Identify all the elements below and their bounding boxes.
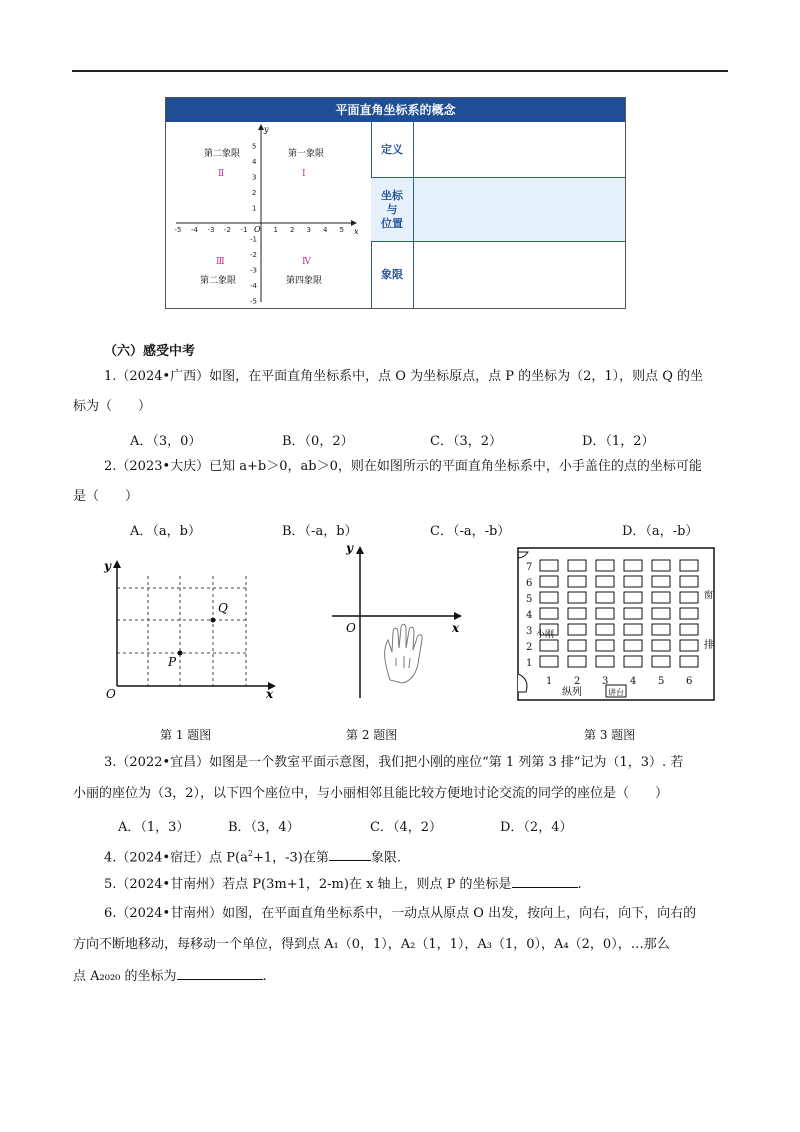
- seat: [652, 576, 670, 587]
- seat: [680, 640, 698, 651]
- plane-x-tick: -3: [207, 226, 215, 234]
- seat: [596, 592, 614, 603]
- fig3-pai: 排: [704, 640, 714, 651]
- q3-num: Ⅲ: [216, 257, 225, 267]
- seat: [540, 608, 558, 619]
- fig3-jiangtai: 讲台: [608, 688, 624, 697]
- seat: [680, 576, 698, 587]
- q3-label: 第二象限: [200, 276, 237, 286]
- q4-num: Ⅳ: [302, 257, 311, 267]
- q2-line2: 是（ ）: [73, 489, 139, 504]
- fig3-row-label: 3: [526, 626, 533, 637]
- q5-answer-blank[interactable]: [512, 873, 578, 888]
- seat: [596, 640, 614, 651]
- plane-y-tick: -3: [250, 266, 257, 275]
- fig2-x-label: x: [452, 621, 460, 635]
- row-quadrant: [371, 241, 625, 308]
- seat: [596, 608, 614, 619]
- seat: [568, 576, 586, 587]
- q3-line2: 小丽的座位为（3，2），以下四个座位中，与小丽相邻且能比较方便地讨论交流的同学的座位是（ ）: [73, 786, 669, 801]
- q1-line1: 1.（2024•广西）如图，在平面直角坐标系中，点 O 为坐标原点，点 P 的坐标为（2，1），则点 Q 的坐: [104, 369, 704, 384]
- q5-pre: 5.（2024•甘南州）若点 P(3m+1，2-m)在 x 轴上，则点 P 的坐标是: [104, 877, 512, 892]
- q2-num: Ⅱ: [218, 169, 225, 179]
- q4-mid: +1，-3)在第: [252, 850, 329, 866]
- fig2-origin: O: [346, 621, 356, 635]
- seat: [652, 592, 670, 603]
- plane-x-tick: -2: [224, 226, 231, 234]
- seat: [568, 560, 586, 571]
- figure-3: [510, 544, 724, 704]
- fig1-q-label: Q: [218, 601, 228, 615]
- q3-line1: 3.（2022•宜昌）如图是一个教室平面示意图，我们把小刚的座位“第 1 列第 3 排”记为（1，3）. 若: [104, 755, 684, 770]
- plane-y-tick: 4: [252, 158, 257, 166]
- q2-option-d: D．（a，-b）: [622, 524, 699, 539]
- seat: [540, 656, 558, 667]
- plane-y-tick: 1: [252, 204, 257, 213]
- plane-x-tick: 5: [339, 226, 344, 234]
- row-quadrant-label: 象限: [371, 242, 414, 308]
- q4-post: 象限.: [370, 850, 401, 866]
- concept-box-title: 平面直角坐标系的概念: [166, 98, 625, 122]
- coordinate-plane: [166, 122, 372, 308]
- q1-num: Ⅰ: [302, 169, 306, 179]
- q6-line3-post: .: [262, 969, 267, 984]
- q2-label: 第二象限: [204, 149, 241, 159]
- row-definition: [371, 122, 625, 177]
- seat: [680, 624, 698, 635]
- concept-rows: [371, 122, 627, 308]
- row-coordinate-position: [371, 177, 625, 241]
- fig1-x-label: x: [266, 687, 274, 701]
- q6-line3: [73, 965, 267, 988]
- fig3-row-label: 6: [526, 578, 533, 589]
- q3-option-d: D．（2，4）: [500, 820, 573, 835]
- plane-x-tick: 1: [273, 226, 278, 234]
- q2-option-a: A．（a，b）: [130, 524, 201, 539]
- coordinate-plane-svg: [166, 122, 371, 308]
- seat: [624, 576, 642, 587]
- seat: [540, 560, 558, 571]
- fig1-caption: 第 1 题图: [160, 728, 212, 742]
- q3-option-b: B．（3，4）: [228, 820, 300, 835]
- q3-option-a: A．（1，3）: [118, 820, 190, 835]
- seat: [680, 656, 698, 667]
- row-definition-label: 定义: [371, 122, 414, 177]
- q2-option-b: B．（-a，b）: [282, 524, 358, 539]
- seat: [624, 608, 642, 619]
- q1-option-a: A．（3，0）: [130, 434, 202, 449]
- seat: [624, 592, 642, 603]
- plane-x-tick: 4: [323, 226, 328, 234]
- fig1-y-label: y: [104, 559, 111, 573]
- seat: [652, 656, 670, 667]
- seat: [624, 624, 642, 635]
- seat: [596, 624, 614, 635]
- plane-x-tick: -5: [174, 226, 182, 234]
- point-p: [178, 651, 183, 656]
- plane-origin: O: [254, 225, 261, 234]
- seat: [652, 560, 670, 571]
- plane-x-tick: 3: [306, 226, 311, 234]
- fig3-xiaogang: 小刚: [536, 630, 555, 640]
- q3-option-c: C．（4，2）: [370, 820, 442, 835]
- seat: [652, 640, 670, 651]
- q1-option-d: D．（1，2）: [582, 434, 655, 449]
- fig3-row-label: 5: [526, 594, 533, 605]
- seat: [568, 608, 586, 619]
- fig3-row-label: 4: [526, 610, 533, 621]
- q6-line3-pre: 点 A₂₀₂₀ 的坐标为: [73, 969, 177, 984]
- plane-x-tick: -4: [191, 226, 198, 234]
- seat: [680, 592, 698, 603]
- q6-line1: 6.（2024•甘南州）如图，在平面直角坐标系中，一动点从原点 O 出发，按向上，向右，向下，向右的: [104, 906, 697, 921]
- q4-label: 第四象限: [286, 276, 323, 286]
- fig3-col-label: 1: [546, 676, 553, 687]
- seat: [680, 608, 698, 619]
- plane-y-label: y: [264, 125, 269, 134]
- fig3-col-label: 2: [574, 676, 581, 687]
- seat: [624, 640, 642, 651]
- q4-line: [104, 843, 401, 869]
- seat: [568, 656, 586, 667]
- seat: [540, 640, 558, 651]
- q5-post: .: [577, 877, 582, 892]
- fig1-origin: O: [106, 687, 116, 701]
- fig2-y-label: y: [346, 541, 353, 555]
- q2-option-c: C．（-a，-b）: [430, 524, 511, 539]
- concept-box: [165, 97, 626, 309]
- plane-y-tick: 3: [252, 173, 257, 182]
- row-coordinate-label: 坐标 与 位置: [371, 178, 414, 241]
- q1-line2: 标为（ ）: [73, 399, 152, 414]
- q2-line1: 2.（2023•大庆）已知 a+b＞0，ab＞0，则在如图所示的平面直角坐标系中，小手盖住的点的坐标可能: [104, 459, 702, 474]
- fig3-caption: 第 3 题图: [584, 728, 636, 742]
- seat: [652, 624, 670, 635]
- seat: [596, 656, 614, 667]
- seat: [680, 560, 698, 571]
- plane-y-tick: -5: [250, 297, 257, 306]
- seat: [568, 624, 586, 635]
- seat: [596, 560, 614, 571]
- seat: [568, 592, 586, 603]
- q1-option-c: C．（3，2）: [430, 434, 502, 449]
- figure-2: [330, 540, 470, 700]
- fig3-col-label: 4: [630, 676, 637, 687]
- q1-label: 第一象限: [288, 149, 325, 159]
- figure-1: [100, 556, 280, 702]
- plane-x-label: x: [354, 227, 359, 236]
- fig3-row-label: 2: [526, 642, 533, 653]
- seat: [540, 576, 558, 587]
- q5-line: [104, 873, 582, 896]
- top-rule: [72, 70, 728, 72]
- fig3-col-label: 6: [686, 676, 693, 687]
- plane-y-tick: 5: [252, 142, 257, 151]
- q1-option-b: B．（0，2）: [282, 434, 354, 449]
- hand-icon: [385, 624, 422, 683]
- plane-x-tick: -1: [240, 226, 248, 234]
- seat: [652, 608, 670, 619]
- seat: [540, 592, 558, 603]
- section-title: （六）感受中考: [104, 344, 196, 359]
- fig3-col-label: 3: [602, 676, 609, 687]
- q4-answer-blank[interactable]: [329, 846, 371, 861]
- fig3-row-label: 7: [526, 562, 533, 573]
- plane-x-tick: 2: [290, 226, 295, 234]
- fig3-lie: 纵列: [562, 687, 582, 698]
- fig2-caption: 第 2 题图: [346, 728, 398, 742]
- fig1-p-label: P: [168, 655, 177, 669]
- point-q: [211, 618, 216, 623]
- fig3-chuang: 窗: [704, 591, 714, 601]
- q6-answer-blank[interactable]: [177, 965, 263, 980]
- plane-y-tick: 2: [252, 189, 257, 197]
- fig3-col-label: 5: [658, 676, 665, 687]
- q6-line2: 方向不断地移动，每移动一个单位，得到点 A₁（0，1），A₂（1，1），A₃（1，0），A₄（2，0），…那么: [73, 937, 670, 952]
- fig3-row-label: 1: [526, 658, 533, 669]
- seat: [568, 640, 586, 651]
- q4-pre: 4.（2024•宿迁）点 P(a: [104, 850, 248, 866]
- plane-y-tick: -4: [250, 282, 257, 290]
- seat: [624, 656, 642, 667]
- plane-y-tick: -2: [250, 251, 257, 259]
- seat: [624, 560, 642, 571]
- q4-sup: 2: [247, 849, 253, 858]
- plane-y-tick: -1: [250, 235, 257, 244]
- seat: [596, 576, 614, 587]
